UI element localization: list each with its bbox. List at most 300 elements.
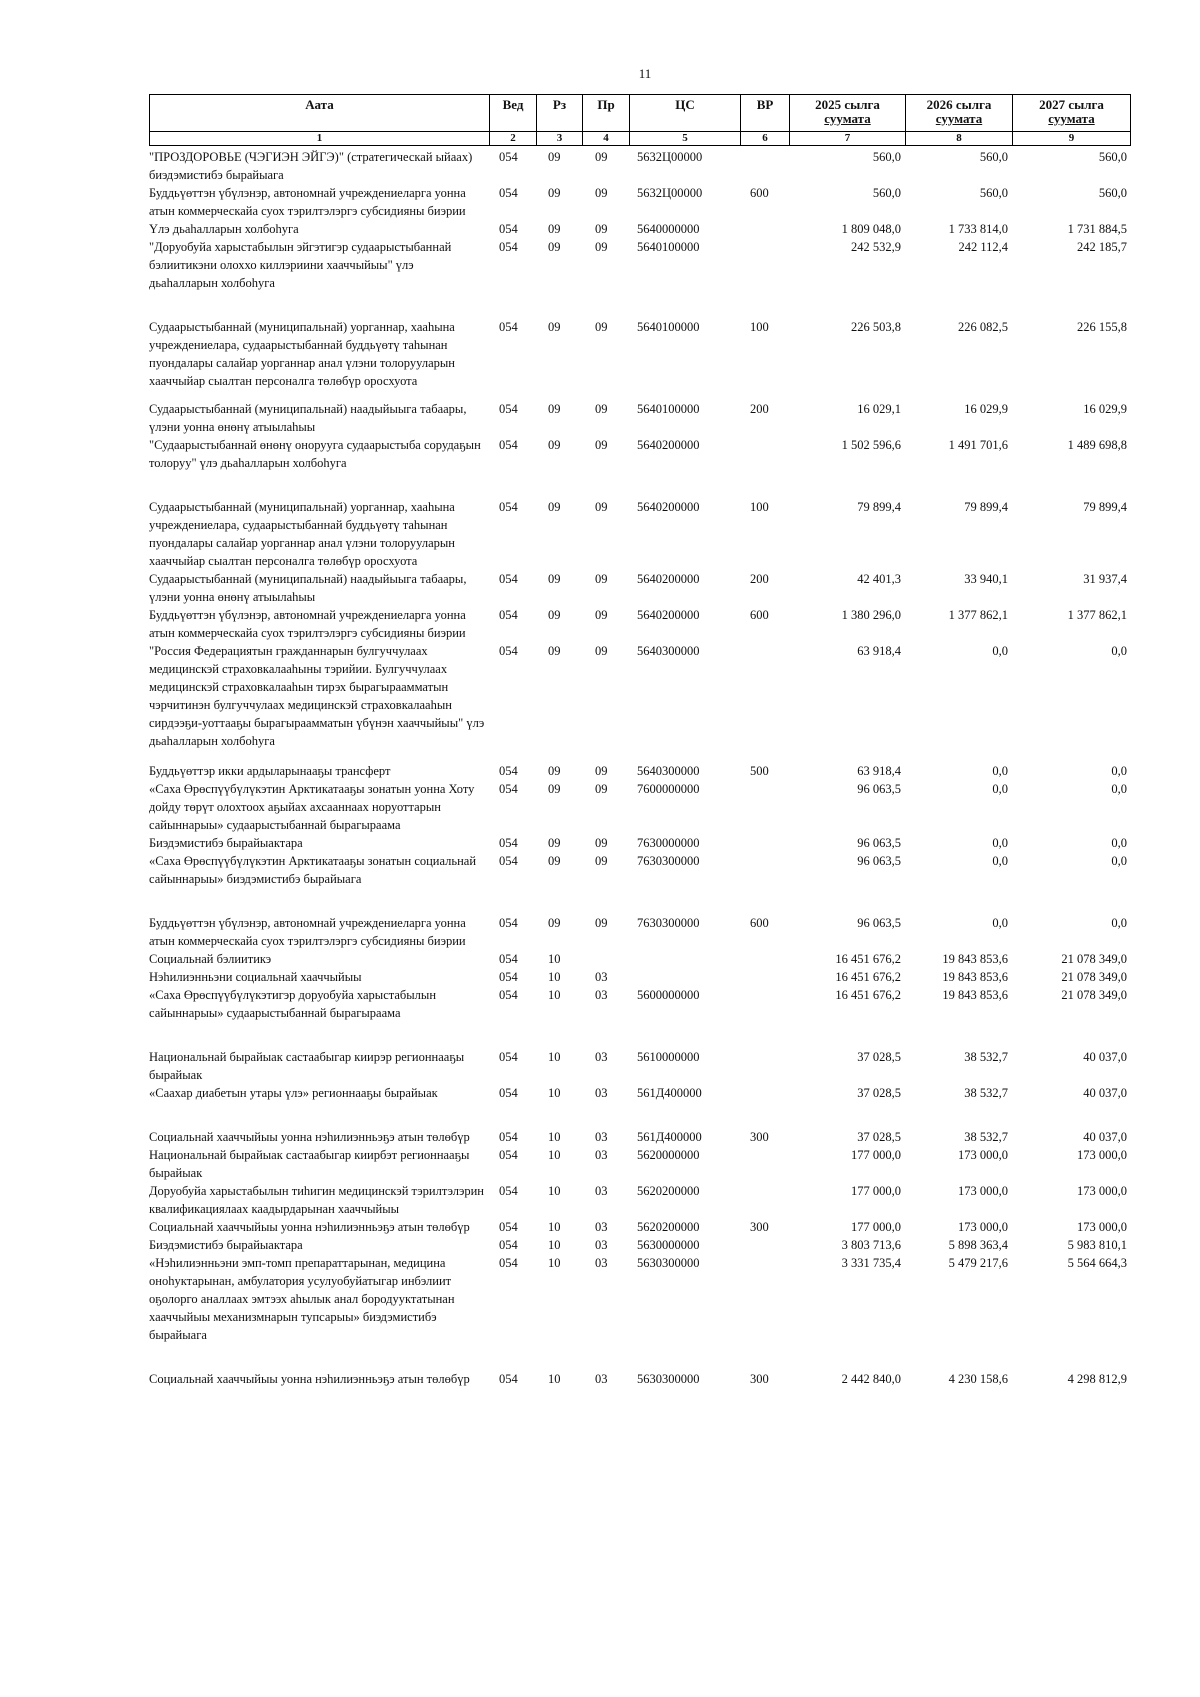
row-cs: 5620000000 — [637, 1148, 700, 1162]
row-value-2025: 96 063,5 — [857, 782, 901, 796]
row-ved: 054 — [499, 1220, 518, 1234]
row-value-2027: 79 899,4 — [1083, 500, 1127, 514]
row-pr: 09 — [595, 782, 608, 796]
table-row — [149, 950, 1129, 968]
row-ved: 054 — [499, 854, 518, 868]
row-vr: 500 — [750, 764, 769, 778]
row-cs — [629, 968, 740, 986]
row-value-2026: 173 000,0 — [958, 1148, 1008, 1162]
row-ved: 054 — [499, 1256, 518, 1270]
col-header-rz — [537, 95, 583, 131]
row-value-2026: 19 843 853,6 — [942, 988, 1008, 1002]
row-value-2026: 0,0 — [992, 782, 1008, 796]
row-value-2025: 16 451 676,2 — [835, 988, 901, 1002]
row-name: Судаарыстыбаннай (муниципальнай) наадыйыыга табаары, үлэни уонна өнөнү атыылаһыы — [149, 402, 467, 434]
row-value-2026: 560,0 — [979, 150, 1008, 164]
row-pr: 09 — [595, 836, 608, 850]
row-rz: 09 — [548, 836, 561, 850]
row-rz: 09 — [548, 438, 561, 452]
row-value-2027: 1 489 698,8 — [1067, 438, 1127, 452]
row-value-2025: 37 028,5 — [857, 1086, 901, 1100]
row-ved: 054 — [499, 644, 518, 658]
row-pr: 09 — [595, 438, 608, 452]
row-name: Биэдэмистибэ бырайыактара — [149, 1238, 303, 1252]
row-vr: 100 — [750, 320, 769, 334]
row-cs: 5620200000 — [637, 1184, 700, 1198]
row-ved: 054 — [499, 1148, 518, 1162]
row-value-2025: 1 380 296,0 — [841, 608, 901, 622]
col-number: 4 — [583, 132, 630, 145]
row-value-2025: 37 028,5 — [857, 1050, 901, 1064]
row-pr: 03 — [595, 1256, 608, 1270]
row-name: Доруобуйа харыстабылын тиһигин медицинскэй тэрилтэлэрин квалификациялаах каадырдарынан хааччыйыы — [149, 1184, 484, 1216]
row-vr: 300 — [750, 1130, 769, 1144]
row-value-2026: 1 733 814,0 — [948, 222, 1008, 236]
row-value-2025: 16 451 676,2 — [835, 952, 901, 966]
row-value-2026: 173 000,0 — [958, 1184, 1008, 1198]
table-row — [149, 914, 1129, 950]
table-row — [149, 400, 1129, 436]
row-cs: 5640200000 — [637, 572, 700, 586]
row-pr: 09 — [595, 186, 608, 200]
row-value-2027: 560,0 — [1098, 150, 1127, 164]
row-vr: 100 — [750, 500, 769, 514]
row-rz: 09 — [548, 608, 561, 622]
row-pr: 03 — [595, 970, 608, 984]
row-pr: 03 — [595, 1372, 608, 1386]
row-rz: 09 — [548, 782, 561, 796]
row-ved: 054 — [499, 1372, 518, 1386]
row-cs: 5640100000 — [637, 402, 700, 416]
row-pr: 09 — [595, 150, 608, 164]
row-ved: 054 — [499, 402, 518, 416]
row-value-2027: 31 937,4 — [1083, 572, 1127, 586]
row-cs: 5630300000 — [637, 1372, 700, 1386]
row-value-2025: 3 331 735,4 — [841, 1256, 901, 1270]
row-value-2026: 0,0 — [992, 916, 1008, 930]
row-ved: 054 — [499, 916, 518, 930]
row-value-2025: 63 918,4 — [857, 644, 901, 658]
row-vr — [740, 148, 789, 184]
col-subtitle: суумата — [935, 111, 983, 126]
row-ved: 054 — [499, 764, 518, 778]
row-rz: 09 — [548, 240, 561, 254]
row-ved: 054 — [499, 572, 518, 586]
row-pr: 03 — [595, 1148, 608, 1162]
row-pr: 03 — [595, 1220, 608, 1234]
row-name: Судаарыстыбаннай (муниципальнай) наадыйыыга табаары, үлэни уонна өнөнү атыылаһыы — [149, 572, 467, 604]
row-ved: 054 — [499, 186, 518, 200]
table-row — [149, 1146, 1129, 1182]
row-value-2026: 1 491 701,6 — [948, 438, 1008, 452]
row-value-2026: 19 843 853,6 — [942, 970, 1008, 984]
row-rz: 10 — [548, 1050, 561, 1064]
row-cs: 5640200000 — [637, 438, 700, 452]
row-cs: 561Д400000 — [637, 1086, 702, 1100]
col-title: 2025 сылга — [815, 97, 880, 112]
row-vr: 600 — [750, 186, 769, 200]
row-pr: 09 — [595, 320, 608, 334]
row-ved: 054 — [499, 608, 518, 622]
col-title: 2026 сылга — [926, 97, 992, 112]
table-row — [149, 1048, 1129, 1084]
row-value-2027: 560,0 — [1098, 186, 1127, 200]
row-ved: 054 — [499, 1184, 518, 1198]
row-cs: 7630300000 — [637, 916, 700, 930]
table-row — [149, 1218, 1129, 1236]
row-pr: 03 — [595, 988, 608, 1002]
row-pr: 09 — [595, 854, 608, 868]
row-cs: 5610000000 — [637, 1050, 700, 1064]
row-pr: 09 — [595, 644, 608, 658]
row-value-2025: 560,0 — [872, 186, 901, 200]
row-vr — [740, 1182, 789, 1218]
table-row — [149, 148, 1129, 184]
col-header-vr — [741, 95, 790, 131]
row-value-2027: 0,0 — [1111, 854, 1127, 868]
row-value-2025: 1 502 596,6 — [841, 438, 901, 452]
row-vr — [740, 968, 789, 986]
row-name: Социальнай хааччыйыы уонна нэһилиэнньэҕэ атын төлөбүр — [149, 1130, 470, 1144]
col-header-2025 — [790, 95, 906, 131]
row-rz: 09 — [548, 222, 561, 236]
row-ved: 054 — [499, 1238, 518, 1252]
row-name: Социальнай хааччыйыы уонна нэһилиэнньэҕэ атын төлөбүр — [149, 1372, 470, 1386]
row-rz: 09 — [548, 854, 561, 868]
row-value-2027: 16 029,9 — [1083, 402, 1127, 416]
row-value-2027: 173 000,0 — [1077, 1148, 1127, 1162]
row-pr: 03 — [595, 1050, 608, 1064]
row-rz: 09 — [548, 186, 561, 200]
row-value-2026: 4 230 158,6 — [948, 1372, 1008, 1386]
row-value-2025: 96 063,5 — [857, 916, 901, 930]
row-value-2026: 5 898 363,4 — [948, 1238, 1008, 1252]
row-value-2026: 5 479 217,6 — [948, 1256, 1008, 1270]
row-value-2025: 242 532,9 — [851, 240, 901, 254]
row-value-2026: 0,0 — [992, 836, 1008, 850]
row-value-2026: 0,0 — [992, 854, 1008, 868]
row-value-2027: 0,0 — [1111, 916, 1127, 930]
row-value-2025: 16 029,1 — [857, 402, 901, 416]
row-rz: 09 — [548, 764, 561, 778]
table-row — [149, 642, 1129, 750]
row-value-2026: 560,0 — [979, 186, 1008, 200]
col-title: Вед — [502, 97, 524, 112]
row-value-2025: 63 918,4 — [857, 764, 901, 778]
row-rz: 10 — [548, 1256, 561, 1270]
row-name: «Саахар диабетын утары үлэ» регионнааҕы бырайыак — [149, 1086, 438, 1100]
col-number: 5 — [630, 132, 741, 145]
row-value-2025: 79 899,4 — [857, 500, 901, 514]
col-header-ved — [490, 95, 537, 131]
row-vr — [740, 220, 789, 238]
table-row — [149, 1182, 1129, 1218]
row-value-2027: 4 298 812,9 — [1067, 1372, 1127, 1386]
row-value-2025: 177 000,0 — [851, 1220, 901, 1234]
row-cs: 5600000000 — [637, 988, 700, 1002]
row-pr: 03 — [595, 1130, 608, 1144]
row-pr: 09 — [595, 916, 608, 930]
row-value-2026: 38 532,7 — [964, 1130, 1008, 1144]
row-value-2027: 0,0 — [1111, 782, 1127, 796]
table-row — [149, 1084, 1129, 1102]
col-header-cs — [630, 95, 741, 131]
col-header-2027 — [1013, 95, 1130, 131]
row-value-2027: 40 037,0 — [1083, 1050, 1127, 1064]
row-vr: 200 — [750, 572, 769, 586]
row-name: "ПРОЗДОРОВЬЕ (ЧЭГИЭН ЭЙГЭ)" (стратегическай ыйаах) биэдэмистибэ бырайыага — [149, 150, 473, 182]
row-name: Социальнай бэлиитикэ — [149, 952, 272, 966]
row-value-2025: 3 803 713,6 — [841, 1238, 901, 1252]
row-ved: 054 — [499, 970, 518, 984]
row-rz: 10 — [548, 1238, 561, 1252]
row-pr: 03 — [595, 1238, 608, 1252]
row-cs: 5640200000 — [637, 608, 700, 622]
row-value-2026: 0,0 — [992, 644, 1008, 658]
row-rz: 09 — [548, 644, 561, 658]
row-ved: 054 — [499, 1086, 518, 1100]
row-rz: 10 — [548, 1220, 561, 1234]
row-ved: 054 — [499, 988, 518, 1002]
row-ved: 054 — [499, 1130, 518, 1144]
row-cs: 7630000000 — [637, 836, 700, 850]
table-row — [149, 780, 1129, 834]
row-value-2027: 21 078 349,0 — [1061, 952, 1127, 966]
row-vr — [740, 852, 789, 888]
row-cs: 5630000000 — [637, 1238, 700, 1252]
row-vr — [740, 950, 789, 968]
table-row — [149, 762, 1129, 780]
row-value-2027: 1 377 862,1 — [1067, 608, 1127, 622]
row-value-2027: 0,0 — [1111, 836, 1127, 850]
row-name: Судаарыстыбаннай (муниципальнай) уорганнар, хааһына учреждениелара, судаарыстыбаннай буддьүөтү таһынан пуондалары салайар уорганнар анал үлэни толорууларын хааччыйар сыалтан персоналга төлөбүр оросхуота — [149, 500, 455, 568]
row-value-2025: 42 401,3 — [857, 572, 901, 586]
row-cs: 5640300000 — [637, 644, 700, 658]
col-number: 6 — [741, 132, 790, 145]
row-value-2026: 0,0 — [992, 764, 1008, 778]
col-title: 2027 сылга — [1039, 97, 1104, 112]
table-body — [149, 148, 1129, 1388]
row-value-2027: 173 000,0 — [1077, 1184, 1127, 1198]
row-rz: 09 — [548, 500, 561, 514]
row-ved: 054 — [499, 240, 518, 254]
row-value-2025: 16 451 676,2 — [835, 970, 901, 984]
table-row — [149, 570, 1129, 606]
row-value-2027: 242 185,7 — [1077, 240, 1127, 254]
row-vr — [740, 1048, 789, 1084]
row-rz: 10 — [548, 1372, 561, 1386]
row-value-2026: 33 940,1 — [964, 572, 1008, 586]
row-vr: 600 — [750, 916, 769, 930]
row-ved: 054 — [499, 438, 518, 452]
row-name: "Судаарыстыбаннай өнөнү онорууга судаарыстыба сорудаҕын толоруу" үлэ дьаһалларын холбоһуга — [149, 438, 481, 470]
row-value-2026: 38 532,7 — [964, 1086, 1008, 1100]
row-name: Буддьүөттэн үбүлэнэр, автономнай учреждениеларга уонна атын коммерческайа суох тэрилтэлэргэ субсидияны биэрии — [149, 608, 466, 640]
row-value-2026: 173 000,0 — [958, 1220, 1008, 1234]
row-name: «Саха Өрөспүүбүлүкэтигэр доруобуйа харыстабылын сайыннарыы» судаарыстыбаннай бырагыраама — [149, 988, 437, 1020]
row-cs: 5630300000 — [637, 1256, 700, 1270]
row-vr — [740, 986, 789, 1022]
row-pr: 03 — [595, 1086, 608, 1100]
row-vr — [740, 238, 789, 292]
row-value-2026: 79 899,4 — [964, 500, 1008, 514]
row-pr: 09 — [595, 222, 608, 236]
table-row — [149, 498, 1129, 570]
row-pr: 09 — [595, 402, 608, 416]
col-title: Пр — [597, 97, 615, 112]
col-number: 7 — [790, 132, 906, 145]
row-cs: 5640100000 — [637, 320, 700, 334]
col-title: Аата — [305, 97, 334, 112]
row-name: Национальнай бырайыак састаабыгар киирэр регионнааҕы бырайыак — [149, 1050, 465, 1082]
row-cs: 7630300000 — [637, 854, 700, 868]
table-row — [149, 852, 1129, 888]
table-row — [149, 1236, 1129, 1254]
row-rz: 10 — [548, 1130, 561, 1144]
row-ved: 054 — [499, 222, 518, 236]
table-row — [149, 184, 1129, 220]
col-number: 2 — [490, 132, 537, 145]
row-value-2027: 173 000,0 — [1077, 1220, 1127, 1234]
col-title: ЦС — [675, 97, 695, 112]
row-value-2025: 1 809 048,0 — [841, 222, 901, 236]
col-title: ВР — [756, 97, 774, 112]
row-ved: 054 — [499, 320, 518, 334]
row-value-2027: 0,0 — [1111, 764, 1127, 778]
row-cs — [629, 950, 740, 968]
row-name: Национальнай бырайыак састаабыгар киирбэт регионнааҕы бырайыак — [149, 1148, 470, 1180]
row-pr: 09 — [595, 608, 608, 622]
row-ved: 054 — [499, 1050, 518, 1064]
row-pr: 03 — [595, 1184, 608, 1198]
table-row — [149, 606, 1129, 642]
row-value-2027: 40 037,0 — [1083, 1086, 1127, 1100]
row-vr: 300 — [750, 1372, 769, 1386]
row-rz: 09 — [548, 402, 561, 416]
row-ved: 054 — [499, 952, 518, 966]
table-row — [149, 436, 1129, 472]
row-name: Биэдэмистибэ бырайыактара — [149, 836, 303, 850]
table-row — [149, 986, 1129, 1022]
row-value-2025: 226 503,8 — [851, 320, 901, 334]
table-row — [149, 220, 1129, 238]
row-name: "Россия Федерациятын гражданнарын булгуччулаах медицинскэй страховкалааһыны тэрийии. Булгуччулаах медицинскэй страховкалааһын тирэх бырагыраамматын чэрчитинэн булгуччулаах медицинскэй страховкалааһын сирдээҕи-уоттааҕы бырагыраамматын үбүнэн хааччыйыы" үлэ дьаһалларын холбоһуга — [149, 644, 485, 748]
row-rz: 10 — [548, 1184, 561, 1198]
row-name: Буддьүөттэн үбүлэнэр, автономнай учреждениеларга уонна атын коммерческайа суох тэрилтэлэргэ субсидияны биэрии — [149, 916, 466, 948]
table-row — [149, 1254, 1129, 1344]
row-cs: 5632Ц00000 — [637, 186, 703, 200]
row-cs: 5620200000 — [637, 1220, 700, 1234]
row-name: Социальнай хааччыйыы уонна нэһилиэнньэҕэ атын төлөбүр — [149, 1220, 470, 1234]
row-cs: 5640000000 — [637, 222, 700, 236]
row-rz: 09 — [548, 916, 561, 930]
row-ved: 054 — [499, 500, 518, 514]
row-value-2027: 21 078 349,0 — [1061, 988, 1127, 1002]
col-header-2026 — [906, 95, 1013, 131]
row-value-2027: 21 078 349,0 — [1061, 970, 1127, 984]
row-rz: 09 — [548, 150, 561, 164]
table-row — [149, 318, 1129, 390]
row-pr: 09 — [595, 572, 608, 586]
row-value-2026: 38 532,7 — [964, 1050, 1008, 1064]
row-vr — [740, 1146, 789, 1182]
col-number: 8 — [906, 132, 1013, 145]
row-cs: 5632Ц00000 — [637, 150, 703, 164]
row-rz: 09 — [548, 320, 561, 334]
table-row — [149, 1370, 1129, 1388]
row-cs: 5640100000 — [637, 240, 700, 254]
row-name: «Нэһилиэнньэни эмп-томп препараттарынан, медицина оноһуктарынан, амбулатория усулуобуйатыгар инбэлиит оҕолорго аналлаах эмтээх аһылык анал бородууктатынан хааччыйыы механизмнарын тупсарыы» биэдэмистибэ бырайыага — [149, 1256, 455, 1342]
col-header-pr — [583, 95, 630, 131]
row-value-2025: 37 028,5 — [857, 1130, 901, 1144]
row-rz: 09 — [548, 572, 561, 586]
row-vr — [740, 1254, 789, 1344]
header-number-row — [150, 131, 1130, 145]
col-number: 9 — [1068, 132, 1075, 144]
row-value-2026: 19 843 853,6 — [942, 952, 1008, 966]
row-value-2025: 96 063,5 — [857, 836, 901, 850]
col-number: 1 — [150, 132, 490, 145]
col-title: Рз — [552, 97, 567, 112]
row-name: Судаарыстыбаннай (муниципальнай) уорганнар, хааһына учреждениелара, судаарыстыбаннай буддьүөтү таһынан пуондалары салайар уорганнар анал үлэни толорууларын хааччыйар сыалтан персоналга төлөбүр оросхуота — [149, 320, 455, 388]
row-vr — [740, 834, 789, 852]
row-cs: 5640300000 — [637, 764, 700, 778]
row-rz: 10 — [548, 952, 561, 966]
row-value-2027: 40 037,0 — [1083, 1130, 1127, 1144]
row-value-2025: 560,0 — [872, 150, 901, 164]
row-vr — [740, 1236, 789, 1254]
table-row — [149, 238, 1129, 292]
row-cs: 5640200000 — [637, 500, 700, 514]
row-name: Нэһилиэнньэни социальнай хааччыйыы — [149, 970, 362, 984]
row-name: «Саха Өрөспүүбүлүкэтин Арктикатааҕы зонатын уонна Хоту дойду төрүт олохтоох аҕыйах ахсааннаах норуоттарын сайыннарыы» судаарыстыбаннай бырагыраама — [149, 782, 475, 832]
row-vr — [740, 1084, 789, 1102]
row-value-2025: 2 442 840,0 — [841, 1372, 901, 1386]
row-value-2025: 177 000,0 — [851, 1148, 901, 1162]
row-rz: 10 — [548, 1086, 561, 1100]
row-value-2027: 226 155,8 — [1077, 320, 1127, 334]
row-name: Буддьүөттэн үбүлэнэр, автономнай учреждениеларга уонна атын коммерческайа суох тэрилтэлэргэ субсидияны биэрии — [149, 186, 466, 218]
row-value-2027: 0,0 — [1111, 644, 1127, 658]
row-name: Буддьүөттэр икки ардыларынааҕы трансферт — [149, 764, 391, 778]
page-number: 11 — [638, 66, 652, 81]
row-value-2027: 5 983 810,1 — [1067, 1238, 1127, 1252]
row-vr — [740, 436, 789, 472]
row-rz: 10 — [548, 970, 561, 984]
row-name: Үлэ дьаһалларын холбоһуга — [149, 222, 299, 236]
row-cs: 7600000000 — [637, 782, 700, 796]
row-rz: 10 — [548, 988, 561, 1002]
row-value-2026: 226 082,5 — [958, 320, 1008, 334]
table-row — [149, 1128, 1129, 1146]
header-title-row — [150, 95, 1130, 131]
row-vr: 300 — [750, 1220, 769, 1234]
row-pr: 09 — [595, 240, 608, 254]
col-subtitle: суумата — [1048, 111, 1095, 126]
row-ved: 054 — [499, 150, 518, 164]
row-value-2025: 96 063,5 — [857, 854, 901, 868]
row-name: «Саха Өрөспүүбүлүкэтин Арктикатааҕы зонатын социальнай сайыннарыы» биэдэмистибэ бырайыага — [149, 854, 477, 886]
col-number: 3 — [537, 132, 583, 145]
table-row — [149, 968, 1129, 986]
row-vr: 600 — [750, 608, 769, 622]
row-ved: 054 — [499, 836, 518, 850]
row-name: "Доруобуйа харыстабылын эйгэтигэр судаарыстыбаннай бэлиитикэни олоххо киллэриини хааччыйыы" үлэ дьаһалларын холбоһуга — [149, 240, 452, 290]
row-ved: 054 — [499, 782, 518, 796]
row-vr: 200 — [750, 402, 769, 416]
row-value-2027: 5 564 664,3 — [1067, 1256, 1127, 1270]
row-pr: 09 — [595, 500, 608, 514]
